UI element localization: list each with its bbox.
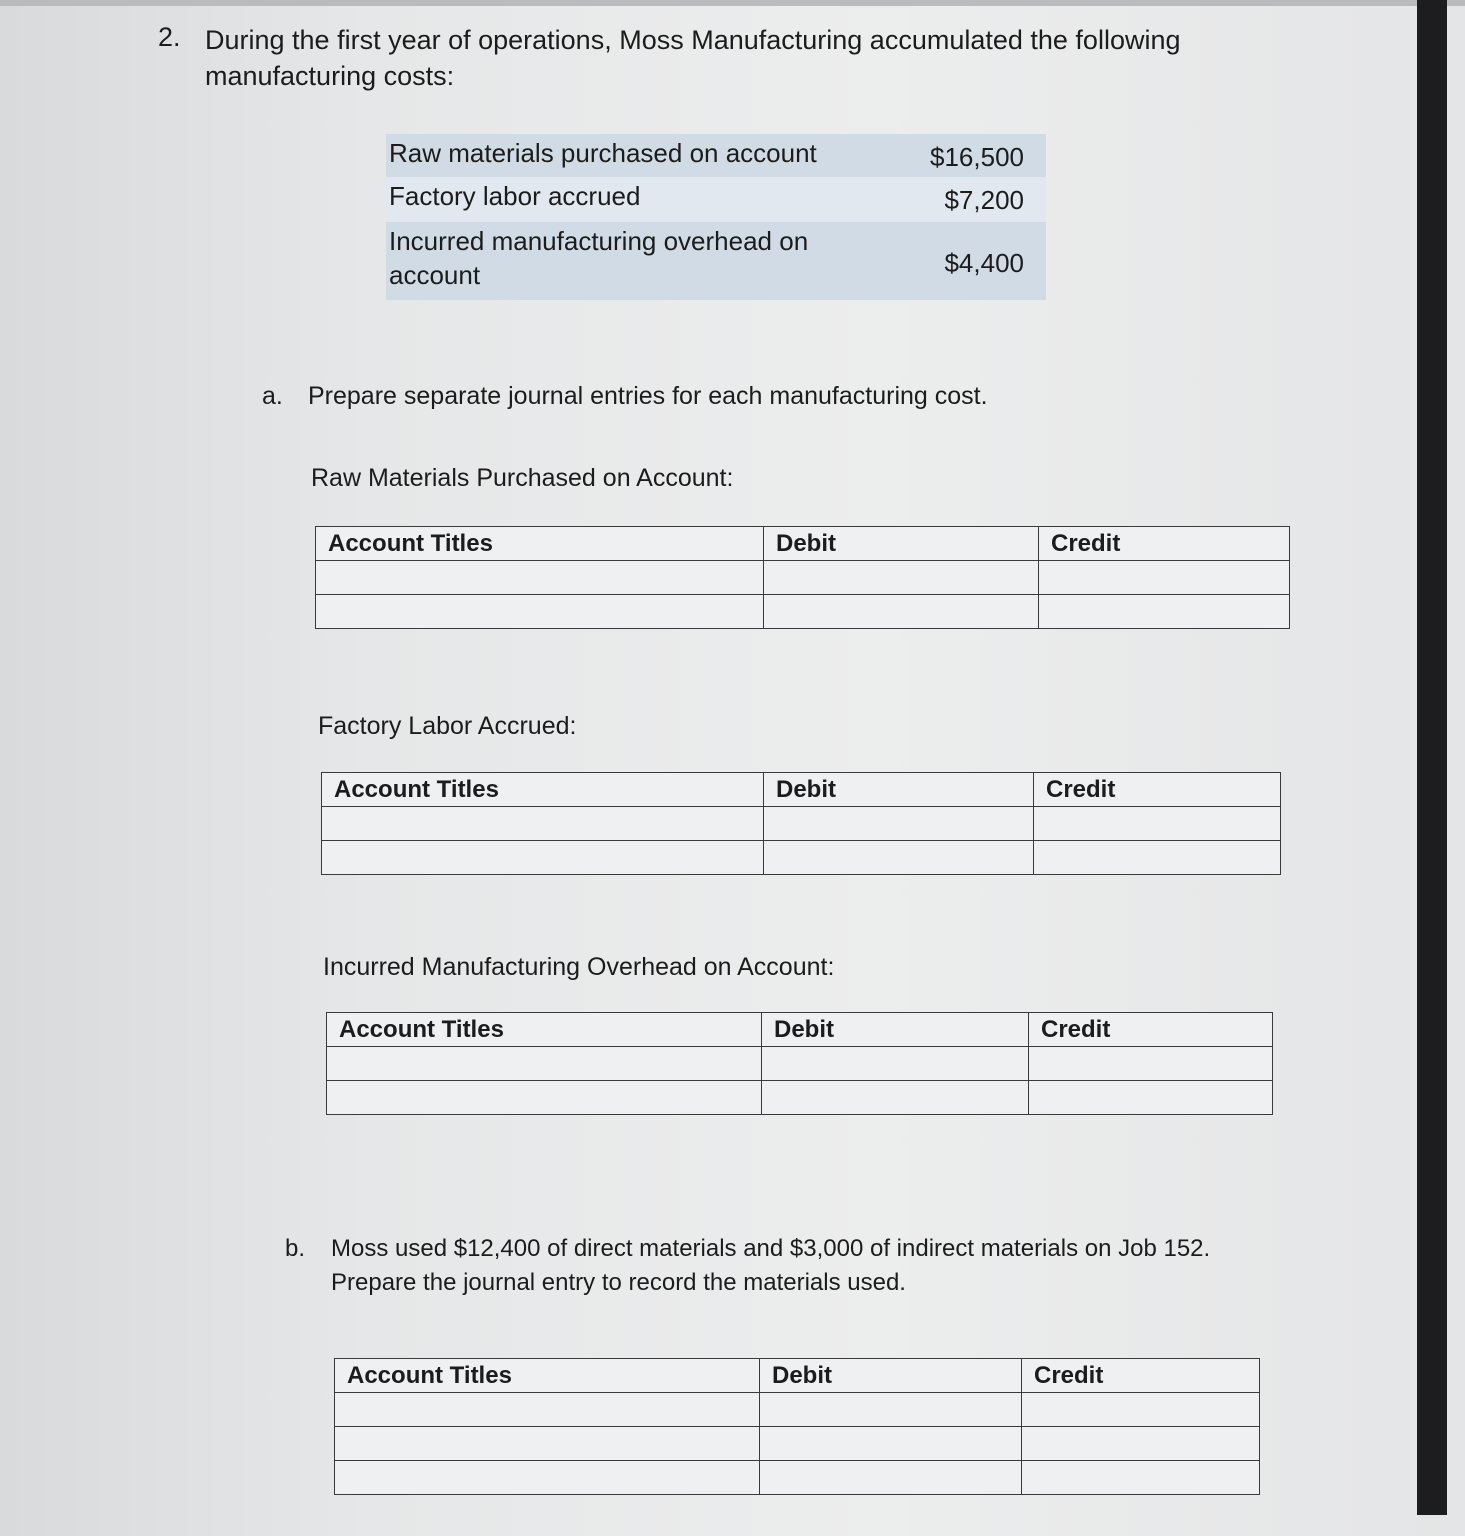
debit-cell[interactable] — [760, 1393, 1022, 1427]
col-account-titles: Account Titles — [327, 1013, 762, 1047]
part-b-text: Moss used $12,400 of direct materials and $3,000 of indirect materials on Job 152. Prepare the journal entry to record the materials used. — [331, 1235, 1211, 1296]
debit-cell[interactable] — [764, 561, 1039, 595]
cost-row — [386, 222, 1046, 300]
col-debit: Debit — [764, 773, 1034, 807]
table-header-row — [335, 1359, 1260, 1393]
account-title-cell[interactable] — [322, 807, 764, 841]
col-credit: Credit — [1034, 773, 1281, 807]
account-title-cell[interactable] — [335, 1427, 760, 1461]
col-credit: Credit — [1022, 1359, 1260, 1393]
col-debit: Debit — [760, 1359, 1022, 1393]
journal-table-raw-materials — [315, 526, 1290, 629]
debit-cell[interactable] — [764, 807, 1034, 841]
cost-amount: $16,500 — [930, 142, 1024, 172]
account-title-cell[interactable] — [327, 1047, 762, 1081]
col-credit: Credit — [1039, 527, 1290, 561]
col-debit: Debit — [762, 1013, 1029, 1047]
table-row — [335, 1461, 1260, 1495]
debit-cell[interactable] — [764, 841, 1034, 875]
part-a-letter: a. — [262, 382, 283, 410]
credit-cell[interactable] — [1022, 1393, 1260, 1427]
credit-cell[interactable] — [1039, 561, 1290, 595]
table-header-row — [322, 773, 1281, 807]
table-row — [335, 1393, 1260, 1427]
costs-table — [386, 134, 1046, 300]
table-row — [327, 1081, 1273, 1115]
credit-cell[interactable] — [1034, 807, 1281, 841]
cost-amount: $7,200 — [944, 185, 1024, 215]
top-edge — [0, 0, 1465, 6]
debit-cell[interactable] — [760, 1427, 1022, 1461]
question-text: During the first year of operations, Moss Manufacturing accumulated the following manufacturing costs: — [205, 25, 1181, 91]
debit-cell[interactable] — [760, 1461, 1022, 1495]
account-title-cell[interactable] — [327, 1081, 762, 1115]
table-row — [322, 841, 1281, 875]
credit-cell[interactable] — [1039, 595, 1290, 629]
table-row — [316, 561, 1290, 595]
table-row — [335, 1427, 1260, 1461]
table-row — [322, 807, 1281, 841]
cost-label: Raw materials purchased on account — [389, 138, 817, 168]
col-account-titles: Account Titles — [322, 773, 764, 807]
account-title-cell[interactable] — [316, 561, 764, 595]
debit-cell[interactable] — [762, 1047, 1029, 1081]
journal-table-overhead — [326, 1012, 1273, 1115]
section-label-overhead: Incurred Manufacturing Overhead on Account: — [323, 953, 835, 981]
col-account-titles: Account Titles — [335, 1359, 760, 1393]
screen-edge — [1417, 0, 1447, 1515]
cost-label: Incurred manufacturing overhead on account — [389, 226, 809, 290]
part-a-text: Prepare separate journal entries for each manufacturing cost. — [308, 382, 988, 410]
credit-cell[interactable] — [1022, 1461, 1260, 1495]
debit-cell[interactable] — [764, 595, 1039, 629]
question-number: 2. — [158, 22, 181, 52]
col-account-titles: Account Titles — [316, 527, 764, 561]
credit-cell[interactable] — [1029, 1081, 1273, 1115]
table-header-row — [327, 1013, 1273, 1047]
section-label-factory-labor: Factory Labor Accrued: — [318, 712, 577, 740]
section-label-raw-materials: Raw Materials Purchased on Account: — [311, 464, 734, 492]
cost-label: Factory labor accrued — [389, 181, 641, 211]
account-title-cell[interactable] — [322, 841, 764, 875]
table-header-row — [316, 527, 1290, 561]
table-row — [327, 1047, 1273, 1081]
debit-cell[interactable] — [762, 1081, 1029, 1115]
cost-row — [386, 177, 1046, 222]
journal-table-materials-used — [334, 1358, 1260, 1495]
account-title-cell[interactable] — [335, 1393, 760, 1427]
table-row — [316, 595, 1290, 629]
part-b-letter: b. — [285, 1235, 306, 1262]
cost-row — [386, 134, 1046, 177]
account-title-cell[interactable] — [335, 1461, 760, 1495]
journal-table-factory-labor — [321, 772, 1281, 875]
credit-cell[interactable] — [1022, 1427, 1260, 1461]
col-credit: Credit — [1029, 1013, 1273, 1047]
credit-cell[interactable] — [1034, 841, 1281, 875]
credit-cell[interactable] — [1029, 1047, 1273, 1081]
cost-amount: $4,400 — [944, 248, 1024, 278]
account-title-cell[interactable] — [316, 595, 764, 629]
col-debit: Debit — [764, 527, 1039, 561]
